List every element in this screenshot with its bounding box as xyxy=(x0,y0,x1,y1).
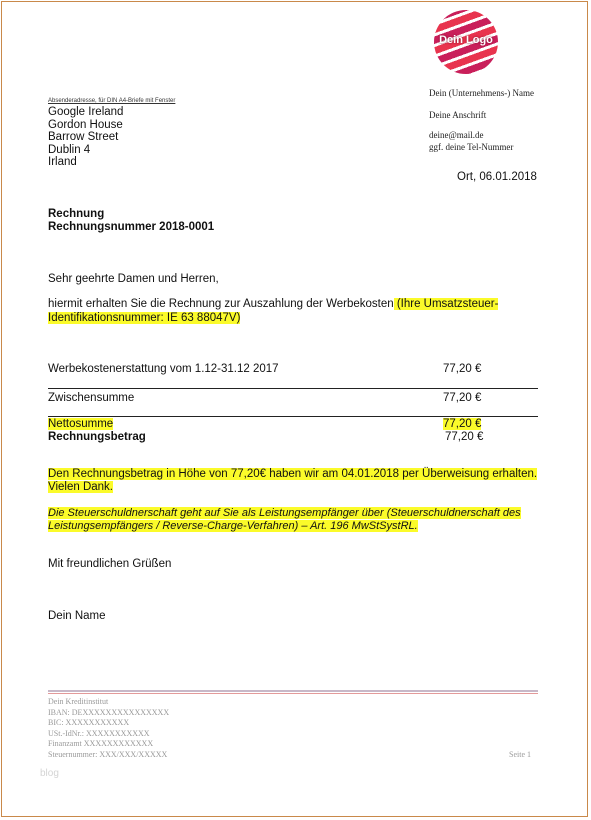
payment-note-highlight: Vielen Dank. xyxy=(48,481,113,493)
recipient-address xyxy=(48,106,123,169)
item-amount: 77,20 € xyxy=(443,363,482,375)
logo-text: Dein Logo xyxy=(439,34,493,46)
net-label xyxy=(48,418,113,430)
net-amount-highlight: 77,20 € xyxy=(443,418,482,430)
intro-text: hiermit erhalten Sie die Rechnung zur Auszahlung der Werbekosten xyxy=(48,298,394,310)
company-address: Deine Anschrift xyxy=(429,110,487,120)
invoice-title: Rechnung xyxy=(48,208,105,220)
recipient-line: Barrow Street xyxy=(48,131,119,143)
payment-note-line-1 xyxy=(48,468,537,480)
tax-note-line-1 xyxy=(48,507,521,519)
net-label-highlight: Nettosumme xyxy=(48,418,114,430)
vat-id-highlight: Identifikationsnummer: IE 63 88047V) xyxy=(48,312,241,324)
vat-id-highlight: (Ihre Umsatzsteuer- xyxy=(393,298,499,310)
footer-line: Dein Kreditinstitut xyxy=(48,697,109,706)
company-email: deine@mail.de xyxy=(429,130,484,140)
closing: Mit freundlichen Grüßen xyxy=(48,558,172,570)
item-label: Werbekostenerstattung vom 1.12-31.12 2017 xyxy=(48,363,279,375)
salutation: Sehr geehrte Damen und Herren, xyxy=(48,273,219,285)
recipient-line: Google Ireland xyxy=(48,106,124,118)
recipient-line: Irland xyxy=(48,156,77,168)
company-phone: ggf. deine Tel-Nummer xyxy=(429,142,514,152)
intro-line-1 xyxy=(48,298,498,310)
total-amount: 77,20 € xyxy=(445,431,484,443)
footer-divider xyxy=(48,690,538,692)
table-divider xyxy=(48,416,538,417)
tax-note-line-2 xyxy=(48,520,418,532)
sender-return-line: Absenderadresse, für DIN A4-Briefe mit Fenster xyxy=(48,98,176,104)
subtotal-label: Zwischensumme xyxy=(48,392,135,404)
logo xyxy=(434,10,498,74)
recipient-line: Gordon House xyxy=(48,118,123,131)
footer-line: Steuernummer: XXX/XXX/XXXXX xyxy=(48,749,168,759)
intro-line-2 xyxy=(48,312,240,324)
watermark: blog xyxy=(40,768,59,779)
net-amount xyxy=(443,418,481,430)
recipient-line: Dublin 4 xyxy=(48,143,91,156)
table-divider xyxy=(48,388,538,389)
tax-note-highlight: Leistungsempfängers / Reverse-Charge-Verfahren) – Art. 196 MwStSystRL. xyxy=(48,520,418,532)
place-date: Ort, 06.01.2018 xyxy=(457,171,537,183)
total-label: Rechnungsbetrag xyxy=(48,431,146,443)
footer-bank-info xyxy=(48,697,169,760)
company-name: Dein (Unternehmens-) Name xyxy=(429,88,534,98)
signature: Dein Name xyxy=(48,610,106,622)
footer-divider-accent xyxy=(48,693,538,694)
page-number: Seite 1 xyxy=(509,750,531,759)
footer-line: Finanzamt XXXXXXXXXXXX xyxy=(48,739,154,748)
invoice-number: Rechnungsnummer 2018-0001 xyxy=(48,221,215,233)
payment-note-line-2 xyxy=(48,481,113,493)
subtotal-amount: 77,20 € xyxy=(443,392,482,404)
tax-note-highlight: Die Steuerschuldnerschaft geht auf Sie als Leistungsempfänger über (Steuerschuldnerschaft des xyxy=(48,507,521,519)
footer-line: BIC: XXXXXXXXXXX xyxy=(48,718,130,727)
payment-note-highlight: Den Rechnungsbetrag in Höhe von 77,20€ haben wir am 04.01.2018 per Überweisung erhalten. xyxy=(48,468,538,480)
footer-line: USt.-IdNr.: XXXXXXXXXXX xyxy=(48,728,150,738)
footer-line: IBAN: DEXXXXXXXXXXXXXXX xyxy=(48,707,170,717)
